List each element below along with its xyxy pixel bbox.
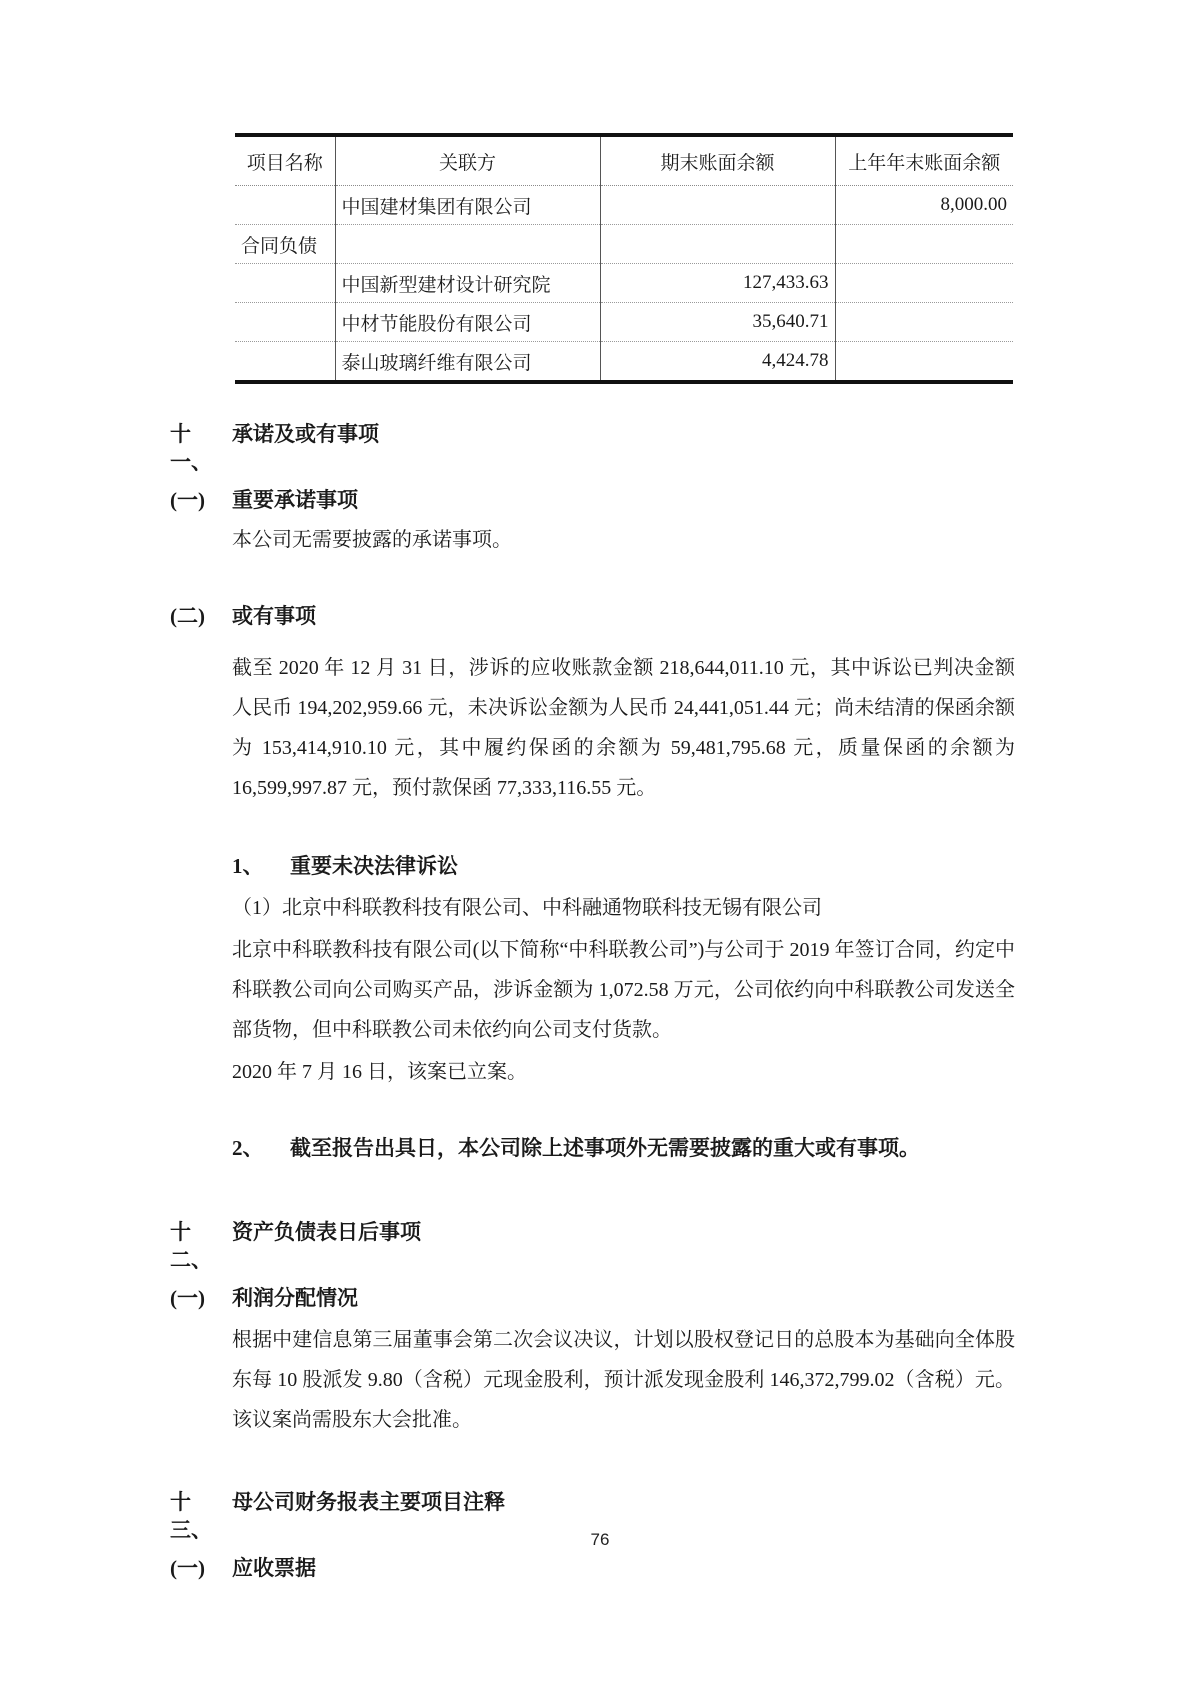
cell-item: 合同负债	[235, 225, 335, 264]
cell-prior-balance: 8,000.00	[835, 186, 1013, 225]
subsection-title: 利润分配情况	[232, 1286, 358, 1310]
col-header-item: 项目名称	[235, 135, 335, 186]
cell-ending-balance	[600, 186, 835, 225]
subheading-pending-litigation	[232, 852, 1015, 880]
page-content	[170, 133, 1015, 1582]
subheading-number: 2、	[232, 1136, 264, 1160]
cell-ending-balance: 35,640.71	[600, 303, 835, 342]
subsection-number: (一)	[170, 1556, 205, 1580]
col-header-prior-year-balance: 上年年末账面余额	[835, 135, 1013, 186]
profit-distribution-body-text: 根据中建信息第三届董事会第二次会议决议，计划以股权登记日的总股本为基础向全体股东每 10 股派发 9.80（含税）元现金股利，预计派发现金股利 146,372,799.02（含税）元。该议案尚需股东大会批准。	[232, 1329, 1015, 1431]
cell-prior-balance	[835, 264, 1013, 303]
subsection-heading-profit-distribution	[170, 1284, 1015, 1312]
cell-prior-balance	[835, 342, 1013, 383]
table-row	[235, 342, 1013, 383]
section-number: 十二、	[170, 1220, 212, 1272]
subheading-title: 重要未决法律诉讼	[290, 854, 458, 878]
cell-related-party: 中材节能股份有限公司	[335, 303, 600, 342]
subsection-title: 应收票据	[232, 1556, 316, 1580]
subheading-no-other-contingencies	[232, 1134, 1015, 1162]
cell-related-party: 中国建材集团有限公司	[335, 186, 600, 225]
cell-prior-balance	[835, 225, 1013, 264]
contingencies-body-text: 截至 2020 年 12 月 31 日，涉诉的应收账款金额 218,644,011.10 元，其中诉讼已判决金额人民币 194,202,959.66 元，未决诉讼金额为人民币 24,441,051.44 元；尚未结清的保函余额为 153,414,910.10 元，其中履约保函的余额为 59,481,795.68 元，质量保函的余额为 16,599,997.87 元，预付款保函 77,333,116.55 元。	[232, 657, 1015, 799]
cell-related-party: 中国新型建材设计研究院	[335, 264, 600, 303]
cell-related-party	[335, 225, 600, 264]
subsection-heading-important-commitments	[170, 486, 1015, 514]
col-header-ending-balance: 期末账面余额	[600, 135, 835, 186]
col-header-related-party: 关联方	[335, 135, 600, 186]
cell-item	[235, 264, 335, 303]
subsection-number: (二)	[170, 604, 205, 628]
subsection-heading-contingencies	[170, 602, 1015, 630]
commitments-body-text: 本公司无需要披露的承诺事项。	[232, 529, 512, 551]
lawsuit-parties-line: （1）北京中科联教科技有限公司、中科融通物联科技无锡有限公司	[232, 897, 822, 919]
section-number: 十一、	[170, 422, 212, 474]
section-heading-commitments-contingencies	[170, 420, 1015, 476]
subsection-title: 或有事项	[232, 604, 316, 628]
table-row	[235, 225, 1013, 264]
subheading-title: 截至报告出具日，本公司除上述事项外无需要披露的重大或有事项。	[290, 1136, 920, 1160]
lawsuit-description-text: 北京中科联教科技有限公司(以下简称“中科联教公司”)与公司于 2019 年签订合同，约定中科联教公司向公司购买产品，涉诉金额为 1,072.58 万元，公司依约向中科联教公司发送全部货物，但中科联教公司未依约向公司支付货款。	[232, 939, 1015, 1041]
subsection-heading-notes-receivable	[170, 1554, 1015, 1582]
table-row	[235, 264, 1013, 303]
page-number: 76	[590, 1530, 610, 1549]
table-header-row	[235, 135, 1013, 186]
cell-related-party: 泰山玻璃纤维有限公司	[335, 342, 600, 383]
cell-prior-balance	[835, 303, 1013, 342]
subheading-number: 1、	[232, 854, 264, 878]
table-row	[235, 303, 1013, 342]
section-heading-post-balance-sheet-events	[170, 1218, 1015, 1274]
section-number: 十三、	[170, 1490, 212, 1542]
cell-item	[235, 342, 335, 383]
table-row	[235, 186, 1013, 225]
section-title: 承诺及或有事项	[232, 422, 379, 446]
section-title: 母公司财务报表主要项目注释	[232, 1490, 505, 1514]
subsection-title: 重要承诺事项	[232, 488, 358, 512]
cell-item	[235, 186, 335, 225]
lawsuit-filing-date-line: 2020 年 7 月 16 日，该案已立案。	[232, 1061, 527, 1083]
subsection-number: (一)	[170, 1286, 205, 1310]
cell-ending-balance	[600, 225, 835, 264]
cell-item	[235, 303, 335, 342]
cell-ending-balance: 4,424.78	[600, 342, 835, 383]
section-title: 资产负债表日后事项	[232, 1220, 421, 1244]
cell-ending-balance: 127,433.63	[600, 264, 835, 303]
related-party-table	[235, 133, 1013, 384]
subsection-number: (一)	[170, 488, 205, 512]
